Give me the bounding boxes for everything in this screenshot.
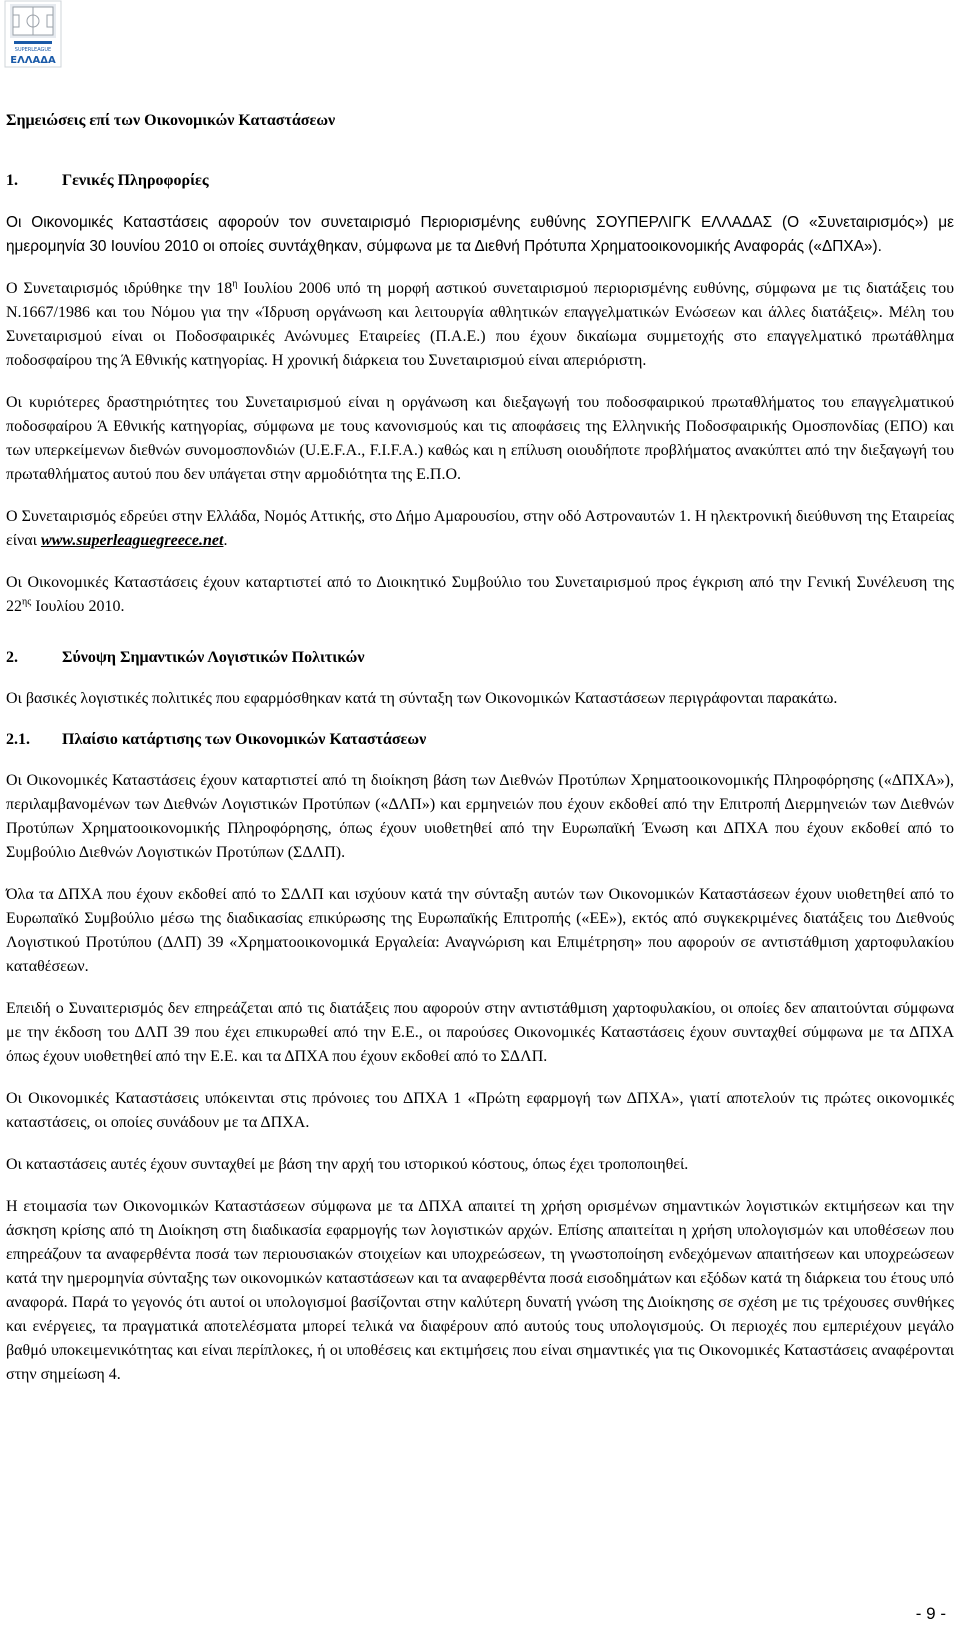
paragraph-1: Οι Οικονομικές Καταστάσεις αφορούν τον συνεταιρισμό Περιορισμένης ευθύνης ΣΟΥΠΕΡΛΙΓΚ ΕΛΛΑΔΑΣ (Ο «Συνεταιρισμός») με ημερομηνία 30 Ιουνίου 2010 οι οποίες συντάχθηκαν, σύμφωνα με τα Διεθνή Πρότυπα Χρηματοοικονομικής Αναφοράς («ΔΠΧΑ»). <box>6 214 954 255</box>
page-number: - 9 - <box>915 1604 946 1623</box>
paragraph-2-text-b: Ιουλίου 2006 υπό τη μορφή αστικού συνεταιρισμού περιορισμένης ευθύνης, σύμφωνα με τις διατάξεις του Ν.1667/1986 και του Νόμου για την «Ίδρυση οργάνωση και λειτουργία αθλητικών επαγγελματικών Ενώσεων και άλλες διατάξεις». Μέλη του Συνεταιρισμού είναι οι Ποδοσφαιρικές Ανώνυμες Εταιρείες (Π.Α.Ε.) που έχουν δικαίωμα συμμετοχής στο επαγγελματικό πρωτάθλημα ποδοσφαίρου της Ά Εθνικής κατηγορίας. Η χρονική διάρκεια του Συνεταιρισμού είναι απεριόριστη. <box>6 280 954 369</box>
paragraph-10: Οι Οικονομικές Καταστάσεις υπόκεινται στις πρόνοιες του ΔΠΧΑ 1 «Πρώτη εφαρμογή των ΔΠΧΑ», γιατί αποτελούν τις πρώτες οικονομικές καταστάσεις, οι οποίες συνάδουν με τα ΔΠΧΑ. <box>6 1090 954 1131</box>
logo-text: ΕΛΛΑΔΑ <box>10 55 56 66</box>
document-page <box>6 110 954 1387</box>
section-2-title: Σύνοψη Σημαντικών Λογιστικών Πολιτικών <box>62 649 365 666</box>
paragraph-3: Οι κυριότερες δραστηριότητες του Συνεταιρισμού είναι η οργάνωση και διεξαγωγή του ποδοσφαιρικού πρωταθλήματος του επαγγελματικού ποδοσφαίρου Ά Εθνικής κατηγορίας, σύμφωνα με τους κανονισμούς και τις αποφάσεις της Ελληνικής Ποδοσφαιρικής Ομοσπονδίας (ΕΠΟ) και των υπερκείμενων διεθνών συνομοσπονδιών (U.E.F.A., F.I.F.A.) καθώς και η επίλυση οιουδήποτε προβλήματος ανακύπτει από την διεξαγωγή του πρωταθλήματος αυτού που δεν υπάγεται στην αρμοδιότητα της Ε.Π.Ο. <box>6 394 954 483</box>
paragraph-5-text-b: Ιουλίου 2010. <box>31 598 125 615</box>
paragraph-8: Όλα τα ΔΠΧΑ που έχουν εκδοθεί από το ΣΔΛΠ και ισχύουν κατά την σύνταξη αυτών των Οικονομικών Καταστάσεων έχουν υιοθετηθεί από το Ευρωπαϊκό Συμβούλιο μέσω της διαδικασίας επικύρωσης της Ευρωπαϊκής Επιτροπής («ΕΕ»), εκτός από συγκεκριμένες διατάξεις του Διεθνούς Λογιστικού Προτύπου (ΔΛΠ) 39 «Χρηματοοικονομικά Εργαλεία: Αναγνώριση και Επιμέτρηση» που αφορούν σε αντιστάθμιση χαρτοφυλακίου καταθέσεων. <box>6 886 954 975</box>
section-2-number: 2. <box>6 649 18 666</box>
paragraph-4 <box>6 505 954 553</box>
paragraph-7: Οι Οικονομικές Καταστάσεις έχουν καταρτιστεί από τη διοίκηση βάση των Διεθνών Προτύπων Χρηματοοικονομικής Πληροφόρησης («ΔΠΧΑ»), περιλαμβανομένων των Διεθνών Λογιστικών Προτύπων («ΔΛΠ») και ερμηνειών που έχουν εκδοθεί από την Επιτροπή Διερμηνειών των Διεθνών Προτύπων Χρηματοοικονομικής Πληροφόρησης, όπως έχουν υιοθετηθεί από την Ευρωπαϊκή Ένωση και ΔΠΧΑ που έχουν εκδοθεί από το Συμβούλιο Διεθνών Λογιστικών Προτύπων (ΣΔΛΠ). <box>6 772 954 861</box>
paragraph-5-text-a: Οι Οικονομικές Καταστάσεις έχουν καταρτιστεί από το Διοικητικό Συμβούλιο του Συνεταιρισμού προς έγκριση από την Γενική Συνέλευση της 22 <box>6 574 954 615</box>
paragraph-6: Οι βασικές λογιστικές πολιτικές που εφαρμόσθηκαν κατά τη σύνταξη των Οικονομικών Καταστάσεων περιγράφονται παρακάτω. <box>6 690 838 707</box>
superleague-logo <box>4 0 62 68</box>
paragraph-9: Επειδή ο Συναιτερισμός δεν επηρεάζεται από τις διατάξεις που αφορούν στην αντιστάθμιση χαρτοφυλακίου, οι οποίες δεν απαιτούνται σύμφωνα με την έκδοση του ΔΛΠ 39 που έχει επικυρωθεί από την Ε.Ε., οι παρούσες Οικονομικές Καταστάσεις έχουν συνταχθεί σύμφωνα με τα ΔΠΧΑ όπως έχουν υιοθετηθεί από την Ε.Ε. και τα ΔΠΧΑ που έχουν εκδοθεί από το ΣΔΛΠ. <box>6 1000 954 1065</box>
section-2-1-heading <box>6 729 954 751</box>
section-1-heading <box>6 170 954 192</box>
logo-emblem-icon <box>4 0 62 68</box>
section-2-heading <box>6 647 954 669</box>
section-1-number: 1. <box>6 172 18 189</box>
section-2-1-title: Πλαίσιο κατάρτισης των Οικονομικών Καταστάσεων <box>62 731 427 748</box>
paragraph-12: Η ετοιμασία των Οικονομικών Καταστάσεων σύμφωνα με τα ΔΠΧΑ απαιτεί τη χρήση ορισμένων σημαντικών λογιστικών εκτιμήσεων και την άσκηση κρίσης από τη Διοίκηση στη διαδικασία εφαρμογής των λογιστικών αρχών. Επίσης απαιτείται η χρήση υπολογισμών και υποθέσεων που επηρεάζουν τα αναφερθέντα ποσά των περιουσιακών στοιχείων και υποχρεώσεων, τη γνωστοποίηση ενδεχόμενων απαιτήσεων και υποχρεώσεων κατά την ημερομηνία σύνταξης των οικονομικών καταστάσεων και τα αναφερθέντα ποσά εισοδημάτων και εξόδων κατά τη διάρκεια του έτους υπό αναφορά. Παρά το γεγονός ότι αυτοί οι υπολογισμοί βασίζονται στην καλύτερη δυνατή γνώση της Διοίκησης σε σχέση με τις τρέχουσες συνθήκες και ενέργειες, τα πραγματικά αποτελέσματα μπορεί τελικά να διαφέρουν από αυτούς τους υπολογισμούς. Οι περιοχές που εμπεριέχουν μεγάλο βαθμό υποκειμενικότητας και είναι περίπλοκες, ή οι υποθέσεις και εκτιμήσεις που είναι σημαντικές για τις Οικονομικές Καταστάσεις αναφέρονται στην σημείωση 4. <box>6 1198 954 1383</box>
paragraph-5-sup: ης <box>22 596 32 608</box>
paragraph-11: Οι καταστάσεις αυτές έχουν συνταχθεί με βάση την αρχή του ιστορικού κόστους, όπως έχει τροποποιηθεί. <box>6 1156 689 1173</box>
paragraph-5 <box>6 571 954 619</box>
logo-subtext: SUPERLEAGUE <box>14 47 52 53</box>
paragraph-4-text-a: Ο Συνεταιρισμός εδρεύει στην Ελλάδα, Νομός Αττικής, στο Δήμο Αμαρουσίου, στην οδό Αστροναυτών 1. Η ηλεκτρονική διεύθυνση της Εταιρείας είναι <box>6 508 954 549</box>
paragraph-2-text-a: Ο Συνεταιρισμός ιδρύθηκε την 18 <box>6 280 233 297</box>
document-title: Σημειώσεις επί των Οικονομικών Καταστάσεων <box>6 112 336 129</box>
paragraph-2 <box>6 277 954 373</box>
paragraph-2-sup: η <box>232 278 238 290</box>
paragraph-4-text-b: . <box>223 532 228 549</box>
website-link[interactable]: www.superleaguegreece.net <box>40 532 224 549</box>
section-1-title: Γενικές Πληροφορίες <box>62 172 209 189</box>
section-2-1-number: 2.1. <box>6 731 30 748</box>
